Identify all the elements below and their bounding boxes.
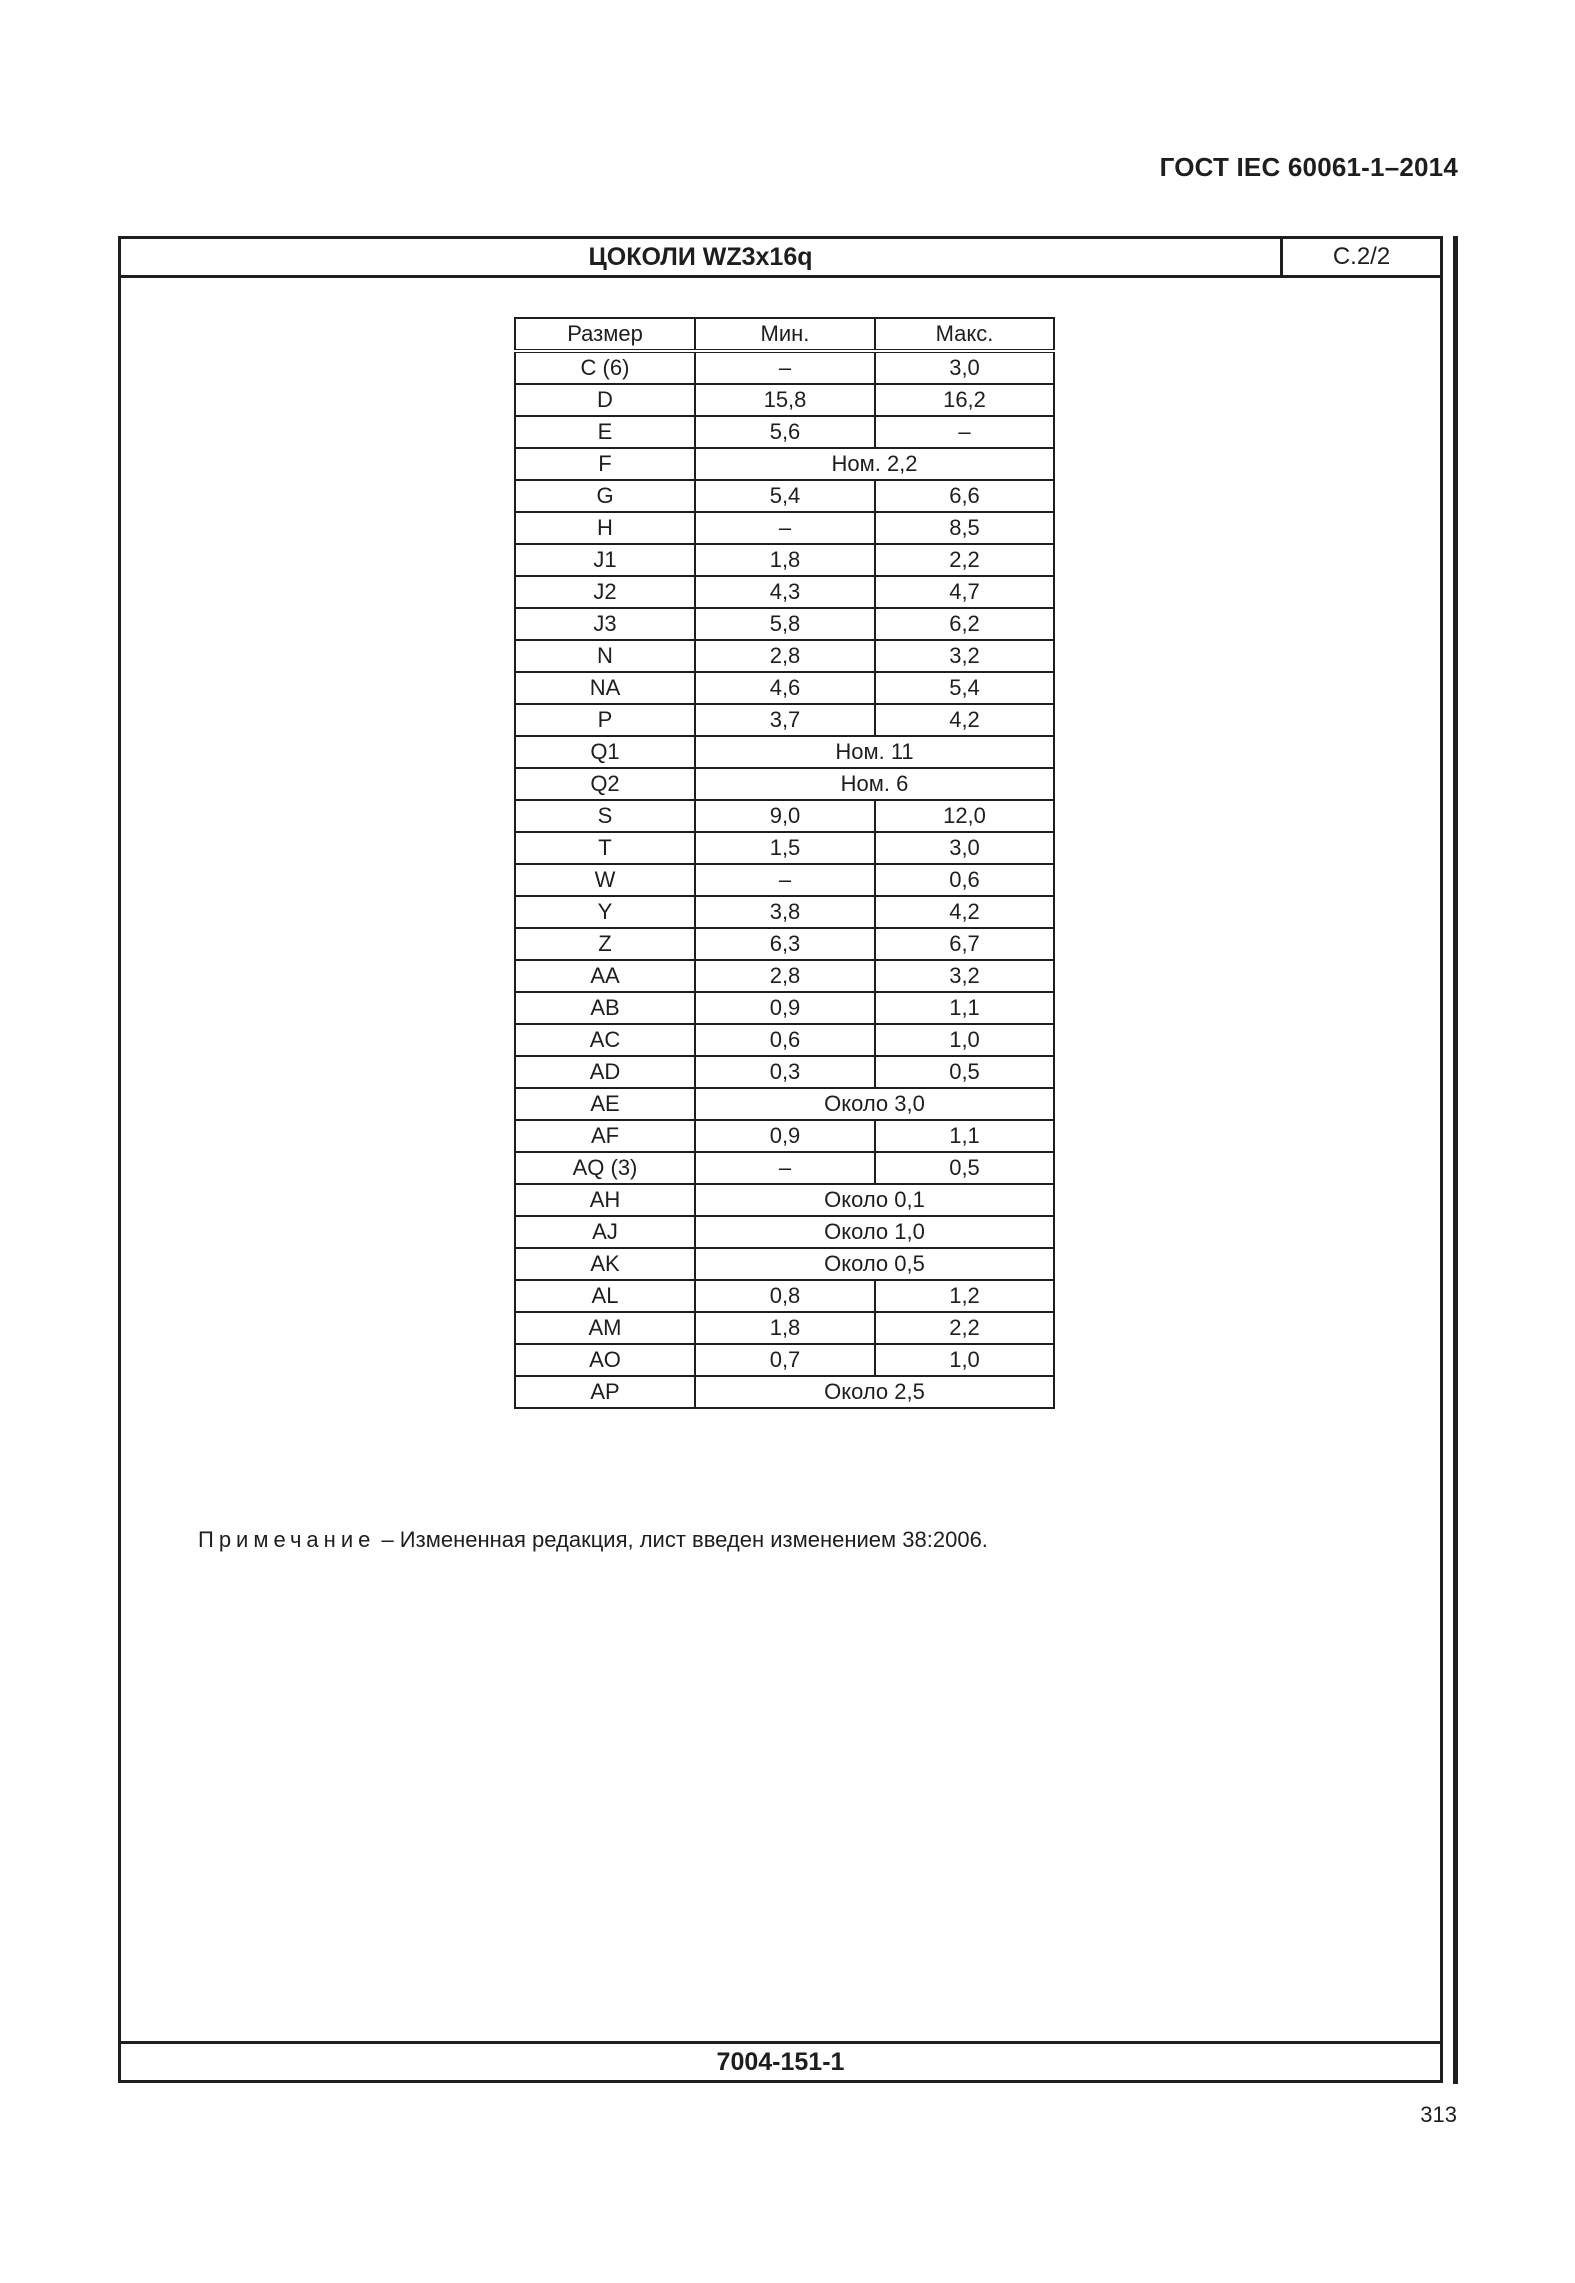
sheet-number: C.2/2 xyxy=(1280,239,1440,275)
table-row xyxy=(515,832,1054,864)
table-row xyxy=(515,1312,1054,1344)
cell-nominal: Около 2,5 xyxy=(695,1376,1054,1408)
cell-min: 2,8 xyxy=(695,640,875,672)
cell-dimension: Z xyxy=(515,928,695,960)
table-row xyxy=(515,1280,1054,1312)
table-row xyxy=(515,480,1054,512)
cell-min: 3,7 xyxy=(695,704,875,736)
table-row xyxy=(515,640,1054,672)
cell-dimension: E xyxy=(515,416,695,448)
cell-max: 4,7 xyxy=(875,576,1054,608)
cell-max: 1,2 xyxy=(875,1280,1054,1312)
column-header-min: Мин. xyxy=(695,318,875,351)
table-row xyxy=(515,448,1054,480)
cell-max: 16,2 xyxy=(875,384,1054,416)
cell-max: – xyxy=(875,416,1054,448)
table-row xyxy=(515,1024,1054,1056)
note xyxy=(198,1527,988,1553)
sheet-title: ЦОКОЛИ WZ3x16q xyxy=(588,242,813,271)
cell-min: 0,3 xyxy=(695,1056,875,1088)
cell-max: 2,2 xyxy=(875,1312,1054,1344)
cell-dimension: F xyxy=(515,448,695,480)
table-row xyxy=(515,1120,1054,1152)
cell-min: 0,6 xyxy=(695,1024,875,1056)
table-row xyxy=(515,512,1054,544)
table-row xyxy=(515,1088,1054,1120)
table-row xyxy=(515,736,1054,768)
table-row xyxy=(515,351,1054,384)
table-row xyxy=(515,768,1054,800)
cell-min: – xyxy=(695,512,875,544)
cell-dimension: AQ (3) xyxy=(515,1152,695,1184)
cell-max: 2,2 xyxy=(875,544,1054,576)
cell-max: 3,0 xyxy=(875,351,1054,384)
table-row xyxy=(515,1056,1054,1088)
cell-min: 0,9 xyxy=(695,1120,875,1152)
cell-max: 1,1 xyxy=(875,1120,1054,1152)
cell-dimension: G xyxy=(515,480,695,512)
column-header-size: Размер xyxy=(515,318,695,351)
cell-dimension: AF xyxy=(515,1120,695,1152)
cell-dimension: AM xyxy=(515,1312,695,1344)
cell-max: 3,2 xyxy=(875,640,1054,672)
cell-nominal: Около 3,0 xyxy=(695,1088,1054,1120)
cell-min: 6,3 xyxy=(695,928,875,960)
cell-min: 9,0 xyxy=(695,800,875,832)
cell-min: 1,5 xyxy=(695,832,875,864)
cell-max: 12,0 xyxy=(875,800,1054,832)
note-text: – Измененная редакция, лист введен изменением 38:2006. xyxy=(375,1527,988,1552)
cell-min: 4,3 xyxy=(695,576,875,608)
cell-max: 6,7 xyxy=(875,928,1054,960)
cell-min: 5,8 xyxy=(695,608,875,640)
cell-max: 3,2 xyxy=(875,960,1054,992)
cell-min: 15,8 xyxy=(695,384,875,416)
cell-dimension: AH xyxy=(515,1184,695,1216)
table-row xyxy=(515,544,1054,576)
cell-dimension: T xyxy=(515,832,695,864)
cell-nominal: Около 0,1 xyxy=(695,1184,1054,1216)
cell-dimension: C (6) xyxy=(515,351,695,384)
cell-dimension: Q2 xyxy=(515,768,695,800)
cell-dimension: AK xyxy=(515,1248,695,1280)
cell-nominal: Ном. 6 xyxy=(695,768,1054,800)
cell-max: 3,0 xyxy=(875,832,1054,864)
cell-max: 5,4 xyxy=(875,672,1054,704)
frame-edge-bar xyxy=(1453,236,1458,2084)
cell-max: 6,2 xyxy=(875,608,1054,640)
table-header-row xyxy=(515,318,1054,351)
table-row xyxy=(515,928,1054,960)
table-row xyxy=(515,1344,1054,1376)
cell-dimension: AD xyxy=(515,1056,695,1088)
title-block xyxy=(121,239,1440,278)
table-row xyxy=(515,1216,1054,1248)
cell-dimension: Y xyxy=(515,896,695,928)
cell-max: 6,6 xyxy=(875,480,1054,512)
table-row xyxy=(515,384,1054,416)
dimensions-table xyxy=(514,317,1055,1409)
table-row xyxy=(515,1152,1054,1184)
cell-nominal: Около 1,0 xyxy=(695,1216,1054,1248)
cell-min: – xyxy=(695,1152,875,1184)
cell-dimension: AE xyxy=(515,1088,695,1120)
table-row xyxy=(515,672,1054,704)
table-row xyxy=(515,864,1054,896)
cell-min: 3,8 xyxy=(695,896,875,928)
table-row xyxy=(515,960,1054,992)
table-row xyxy=(515,608,1054,640)
drawing-frame xyxy=(118,236,1443,2083)
cell-dimension: J1 xyxy=(515,544,695,576)
cell-dimension: AO xyxy=(515,1344,695,1376)
cell-dimension: AA xyxy=(515,960,695,992)
cell-min: 0,7 xyxy=(695,1344,875,1376)
cell-dimension: W xyxy=(515,864,695,896)
cell-dimension: J2 xyxy=(515,576,695,608)
table-row xyxy=(515,576,1054,608)
table-row xyxy=(515,1184,1054,1216)
cell-nominal: Около 0,5 xyxy=(695,1248,1054,1280)
sheet-code: 7004-151-1 xyxy=(121,2041,1440,2080)
cell-max: 1,1 xyxy=(875,992,1054,1024)
table-row xyxy=(515,992,1054,1024)
table-row xyxy=(515,1248,1054,1280)
table-body xyxy=(515,351,1054,1408)
cell-nominal: Ном. 11 xyxy=(695,736,1054,768)
cell-max: 1,0 xyxy=(875,1344,1054,1376)
cell-min: 1,8 xyxy=(695,544,875,576)
cell-max: 1,0 xyxy=(875,1024,1054,1056)
cell-dimension: AP xyxy=(515,1376,695,1408)
standard-designation: ГОСТ IEC 60061-1–2014 xyxy=(1159,152,1458,182)
cell-dimension: AC xyxy=(515,1024,695,1056)
cell-dimension: N xyxy=(515,640,695,672)
table-row xyxy=(515,896,1054,928)
cell-dimension: H xyxy=(515,512,695,544)
cell-min: 5,4 xyxy=(695,480,875,512)
cell-max: 0,5 xyxy=(875,1152,1054,1184)
cell-dimension: J3 xyxy=(515,608,695,640)
cell-min: 2,8 xyxy=(695,960,875,992)
cell-min: 1,8 xyxy=(695,1312,875,1344)
note-label: Примечание xyxy=(198,1527,376,1552)
cell-dimension: D xyxy=(515,384,695,416)
cell-max: 0,5 xyxy=(875,1056,1054,1088)
cell-min: 4,6 xyxy=(695,672,875,704)
cell-max: 4,2 xyxy=(875,896,1054,928)
cell-max: 0,6 xyxy=(875,864,1054,896)
page-number: 313 xyxy=(1420,2102,1457,2127)
cell-nominal: Ном. 2,2 xyxy=(695,448,1054,480)
table-row xyxy=(515,800,1054,832)
table-row xyxy=(515,1376,1054,1408)
cell-dimension: AL xyxy=(515,1280,695,1312)
column-header-max: Макс. xyxy=(875,318,1054,351)
cell-min: – xyxy=(695,864,875,896)
cell-dimension: AB xyxy=(515,992,695,1024)
cell-dimension: S xyxy=(515,800,695,832)
cell-max: 4,2 xyxy=(875,704,1054,736)
table-row xyxy=(515,416,1054,448)
cell-dimension: AJ xyxy=(515,1216,695,1248)
cell-dimension: NA xyxy=(515,672,695,704)
table-row xyxy=(515,704,1054,736)
cell-dimension: P xyxy=(515,704,695,736)
cell-min: – xyxy=(695,351,875,384)
cell-min: 5,6 xyxy=(695,416,875,448)
cell-min: 0,9 xyxy=(695,992,875,1024)
cell-dimension: Q1 xyxy=(515,736,695,768)
cell-min: 0,8 xyxy=(695,1280,875,1312)
cell-max: 8,5 xyxy=(875,512,1054,544)
